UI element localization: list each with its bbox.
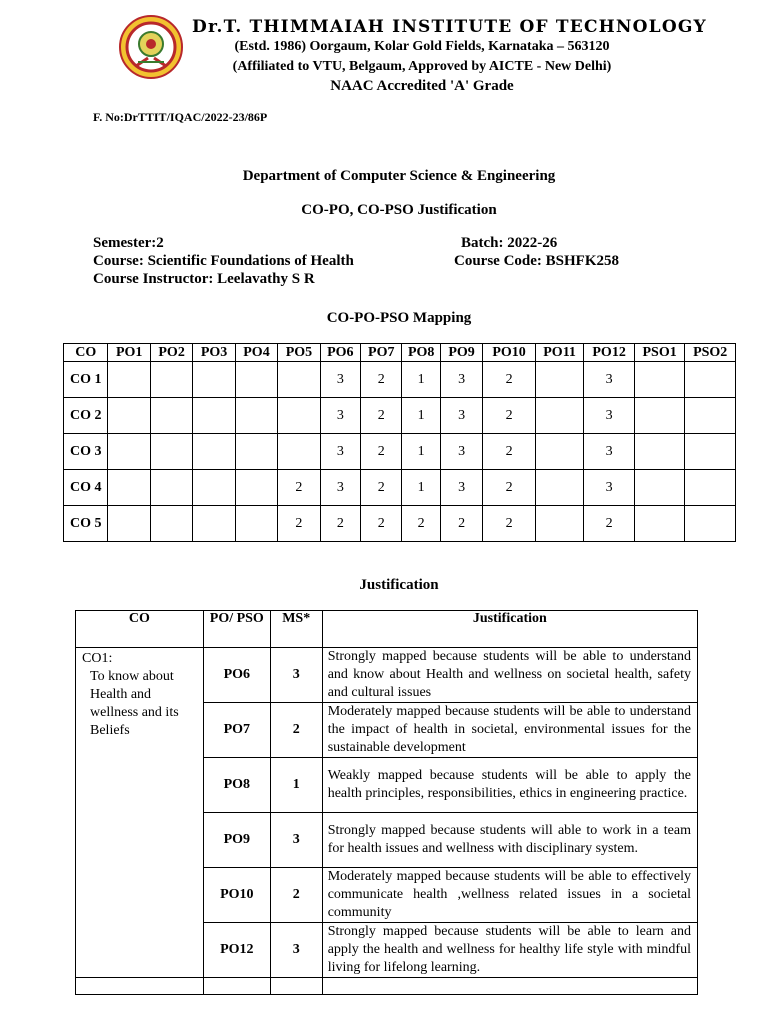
mapping-value-cell: 2: [278, 506, 320, 542]
department-name: Department of Computer Science & Engineering: [242, 168, 556, 184]
mapping-value-cell: [535, 362, 584, 398]
mapping-value-cell: 3: [320, 470, 360, 506]
institute-logo: [118, 14, 184, 80]
mapping-value-cell: 3: [440, 470, 482, 506]
mapping-value-cell: [535, 470, 584, 506]
mapping-row: [64, 362, 736, 398]
mapping-value-cell: 2: [483, 434, 536, 470]
co-cell: CO 4: [64, 470, 108, 506]
mapping-value-cell: [235, 434, 277, 470]
header-cell: PO3: [193, 344, 235, 362]
justification-text: Weakly mapped because students will be able to apply the health principles, responsibilities, ethics in engineering practice.: [322, 758, 697, 813]
empty-cell: [76, 978, 204, 995]
mapping-value-cell: 3: [320, 434, 360, 470]
co-cell: CO 2: [64, 398, 108, 434]
empty-cell: [322, 978, 697, 995]
mapping-value-cell: 2: [483, 506, 536, 542]
header-ms: MS*: [270, 611, 322, 648]
mapping-value-cell: [193, 506, 235, 542]
co1-label: CO1:: [82, 651, 113, 666]
mapping-value-cell: 3: [320, 362, 360, 398]
mapping-value-cell: [150, 398, 192, 434]
mapping-value-cell: [235, 506, 277, 542]
mapping-header-row: [64, 344, 736, 362]
mapping-value-cell: [108, 398, 150, 434]
mapping-value-cell: [685, 506, 736, 542]
semester: Semester:2: [93, 235, 164, 251]
mapping-value-cell: 1: [402, 470, 440, 506]
mapping-value-cell: 3: [440, 434, 482, 470]
mapping-value-cell: 1: [402, 398, 440, 434]
header-cell: PO8: [402, 344, 440, 362]
institution-name: Dr.T. THIMMAIAH INSTITUTE OF TECHNOLOGY: [192, 17, 707, 37]
po-cell: PO9: [203, 813, 270, 868]
ms-cell: 1: [270, 758, 322, 813]
mapping-value-cell: 2: [320, 506, 360, 542]
justification-row: [76, 648, 698, 703]
mapping-value-cell: 1: [402, 434, 440, 470]
co-cell: CO 1: [64, 362, 108, 398]
mapping-value-cell: [235, 398, 277, 434]
institution-affiliation: (Affiliated to VTU, Belgaum, Approved by AICTE - New Delhi): [232, 59, 612, 74]
empty-cell: [270, 978, 322, 995]
mapping-value-cell: [193, 470, 235, 506]
mapping-value-cell: [634, 362, 685, 398]
justification-table: [75, 610, 698, 995]
batch: Batch: 2022-26: [461, 235, 558, 251]
po-cell: PO7: [203, 703, 270, 758]
ms-cell: 3: [270, 923, 322, 978]
mapping-value-cell: [150, 506, 192, 542]
mapping-value-cell: [685, 470, 736, 506]
justification-text: Moderately mapped because students will be able to effectively communicate health ,wellness related issues in a societal community: [322, 868, 697, 923]
mapping-value-cell: 3: [584, 434, 635, 470]
empty-cell: [203, 978, 270, 995]
mapping-value-cell: 2: [361, 506, 402, 542]
po-cell: PO6: [203, 648, 270, 703]
co1-cell: [76, 648, 204, 978]
justification-header-row: [76, 611, 698, 648]
mapping-value-cell: 2: [402, 506, 440, 542]
mapping-row: [64, 470, 736, 506]
header-cell: PO5: [278, 344, 320, 362]
mapping-value-cell: 2: [361, 398, 402, 434]
mapping-value-cell: 1: [402, 362, 440, 398]
mapping-value-cell: [193, 398, 235, 434]
mapping-title: CO-PO-PSO Mapping: [326, 310, 472, 326]
ms-cell: 2: [270, 868, 322, 923]
document-header: [0, 0, 768, 100]
mapping-value-cell: 2: [483, 362, 536, 398]
co-cell: CO 5: [64, 506, 108, 542]
mapping-value-cell: [535, 398, 584, 434]
mapping-value-cell: [634, 434, 685, 470]
justification-text: Strongly mapped because students will able to work in a team for health issues and wellness with disciplinary system.: [322, 813, 697, 868]
mapping-row: [64, 434, 736, 470]
mapping-value-cell: 2: [361, 470, 402, 506]
mapping-value-cell: 2: [584, 506, 635, 542]
header-co: CO: [76, 611, 204, 648]
mapping-value-cell: 3: [584, 398, 635, 434]
mapping-value-cell: [634, 506, 685, 542]
mapping-row: [64, 398, 736, 434]
header-justification: Justification: [322, 611, 697, 648]
mapping-row: [64, 506, 736, 542]
mapping-value-cell: 3: [440, 362, 482, 398]
ms-cell: 3: [270, 648, 322, 703]
justification-text: Moderately mapped because students will be able to understand the impact of health in societal, environmental issues for the sustainable development: [322, 703, 697, 758]
header-cell: PSO2: [685, 344, 736, 362]
mapping-value-cell: [108, 362, 150, 398]
naac-grade: NAAC Accredited 'A' Grade: [330, 78, 514, 94]
mapping-value-cell: [535, 434, 584, 470]
header-cell: CO: [64, 344, 108, 362]
header-cell: PO7: [361, 344, 402, 362]
empty-row: [76, 978, 698, 995]
mapping-value-cell: [685, 398, 736, 434]
mapping-value-cell: 2: [361, 434, 402, 470]
mapping-value-cell: [150, 362, 192, 398]
mapping-value-cell: [685, 362, 736, 398]
mapping-value-cell: [108, 470, 150, 506]
header-cell: PO12: [584, 344, 635, 362]
mapping-value-cell: [193, 434, 235, 470]
mapping-value-cell: 3: [320, 398, 360, 434]
mapping-value-cell: 2: [361, 362, 402, 398]
mapping-value-cell: [150, 434, 192, 470]
mapping-value-cell: [685, 434, 736, 470]
justification-text: Strongly mapped because students will be able to understand and know about Health and wellness on societal health, safety and cultural issues: [322, 648, 697, 703]
co-po-pso-mapping-table: [63, 343, 736, 542]
mapping-value-cell: 3: [584, 470, 635, 506]
header-cell: PO1: [108, 344, 150, 362]
mapping-value-cell: [278, 398, 320, 434]
header-cell: PO6: [320, 344, 360, 362]
co-cell: CO 3: [64, 434, 108, 470]
header-cell: PO2: [150, 344, 192, 362]
mapping-value-cell: [193, 362, 235, 398]
course-code: Course Code: BSHFK258: [454, 253, 619, 269]
mapping-value-cell: [108, 506, 150, 542]
mapping-value-cell: 2: [278, 470, 320, 506]
file-number: F. No:DrTTIT/IQAC/2022-23/86P: [93, 110, 268, 124]
mapping-value-cell: 2: [483, 398, 536, 434]
course-instructor: Course Instructor: Leelavathy S R: [93, 271, 315, 287]
justification-title: Justification: [359, 577, 439, 593]
mapping-value-cell: [235, 470, 277, 506]
mapping-value-cell: [108, 434, 150, 470]
po-cell: PO10: [203, 868, 270, 923]
po-cell: PO12: [203, 923, 270, 978]
header-cell: PO10: [483, 344, 536, 362]
mapping-value-cell: 2: [483, 470, 536, 506]
header-cell: PO4: [235, 344, 277, 362]
ms-cell: 3: [270, 813, 322, 868]
mapping-value-cell: [150, 470, 192, 506]
po-cell: PO8: [203, 758, 270, 813]
header-cell: PO11: [535, 344, 584, 362]
mapping-value-cell: [278, 434, 320, 470]
mapping-value-cell: 3: [440, 398, 482, 434]
mapping-value-cell: 3: [584, 362, 635, 398]
mapping-value-cell: [235, 362, 277, 398]
ms-cell: 2: [270, 703, 322, 758]
mapping-value-cell: 2: [440, 506, 482, 542]
co1-description: To know about Health and wellness and its Beliefs: [90, 669, 179, 738]
mapping-value-cell: [278, 362, 320, 398]
document-title: CO-PO, CO-PSO Justification: [301, 202, 497, 218]
mapping-value-cell: [634, 470, 685, 506]
course-name: Course: Scientific Foundations of Health: [93, 253, 354, 269]
justification-text: Strongly mapped because students will be able to learn and apply the health and wellness for healthy life style with mindful living for lifelong learning.: [322, 923, 697, 978]
institution-address: (Estd. 1986) Oorgaum, Kolar Gold Fields, Karnataka – 563120: [234, 39, 610, 54]
mapping-value-cell: [634, 398, 685, 434]
mapping-value-cell: [535, 506, 584, 542]
header-po-pso: PO/ PSO: [203, 611, 270, 648]
header-cell: PSO1: [634, 344, 685, 362]
header-cell: PO9: [440, 344, 482, 362]
